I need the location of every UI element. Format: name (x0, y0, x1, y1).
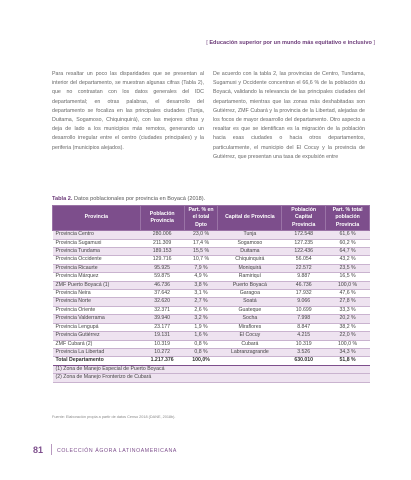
capital-name: Chiquinquirá (218, 256, 282, 264)
table-source: Fuente: Elaboración propia a partir de datos Censo 2018 (DANE, 2018b). (52, 415, 176, 419)
capital-name: Duitama (218, 248, 282, 256)
capital-name: Miraflores (218, 323, 282, 331)
column-header-provincia: Provincia (53, 206, 141, 231)
table-note: (2) Zona de Manejo Fronterizo de Cubará (53, 374, 370, 382)
capital-name: Socha (218, 315, 282, 323)
province-share: 2,7 % (184, 298, 218, 306)
province-share: 1,6 % (184, 332, 218, 340)
province-population: 10.272 (140, 348, 184, 356)
province-population: 39.940 (140, 315, 184, 323)
capital-share: 16,5 % (326, 273, 370, 281)
table-note-row (53, 365, 370, 373)
province-name: Provincia Márquez (53, 273, 141, 281)
capital-name: Labranzagrande (218, 348, 282, 356)
table-row (53, 256, 370, 264)
capital-share: 100,0 % (326, 340, 370, 348)
province-name: ZMF Cubará (2) (53, 340, 141, 348)
table-caption-label: Tabla 2. (52, 196, 73, 202)
capital-population: 127.235 (282, 239, 326, 247)
province-share: 1,9 % (184, 323, 218, 331)
table-caption-text: Datos poblacionales por provincia en Boyacá (2018). (72, 196, 206, 202)
province-name: Provincia Centro (53, 231, 141, 239)
capital-population: 172.548 (282, 231, 326, 239)
table-row (53, 273, 370, 281)
total-poblacion-capital: 630.010 (282, 357, 326, 365)
table-note-row (53, 374, 370, 382)
column-header-poblacion-capital: Población Capital Provincia (282, 206, 326, 231)
table-note: (1) Zona de Manejo Especial de Puerto Boyacá (53, 365, 370, 373)
table-row (53, 264, 370, 272)
table-row (53, 306, 370, 314)
table-row (53, 348, 370, 356)
capital-name: El Cocuy (218, 332, 282, 340)
capital-share: 100,0 % (326, 281, 370, 289)
table-row (53, 290, 370, 298)
province-share: 3,1 % (184, 290, 218, 298)
province-share: 17,4 % (184, 239, 218, 247)
province-name: ZMF Puerto Boyacá (1) (53, 281, 141, 289)
capital-population: 122.436 (282, 248, 326, 256)
page-number: 81 (33, 445, 44, 455)
capital-share: 22,0 % (326, 332, 370, 340)
province-population: 19.131 (140, 332, 184, 340)
capital-population: 3.526 (282, 348, 326, 356)
total-label: Total Departamento (53, 357, 141, 365)
footer-divider (51, 444, 52, 455)
province-share: 3,2 % (184, 315, 218, 323)
capital-name: Tunja (218, 231, 282, 239)
province-name: Provincia Norte (53, 298, 141, 306)
header-title: Educación superior por un mundo más equitativo e inclusivo (209, 40, 372, 46)
capital-population: 8.847 (282, 323, 326, 331)
province-name: Provincia Oriente (53, 306, 141, 314)
table-row (53, 281, 370, 289)
province-population: 280.006 (140, 231, 184, 239)
province-population: 211.309 (140, 239, 184, 247)
capital-name: Ramiriquí (218, 273, 282, 281)
capital-population: 17.932 (282, 290, 326, 298)
province-population: 32.371 (140, 306, 184, 314)
capital-population: 46.736 (282, 281, 326, 289)
column-header-poblacion: Población Provincia (140, 206, 184, 231)
capital-name: Moniquirá (218, 264, 282, 272)
capital-population: 10.319 (282, 340, 326, 348)
table-row (53, 298, 370, 306)
column-header-capital: Capital de Provincia (218, 206, 282, 231)
province-share: 3,8 % (184, 281, 218, 289)
capital-share: 43,2 % (326, 256, 370, 264)
total-capital (218, 357, 282, 365)
population-table (52, 205, 370, 383)
table-caption (52, 196, 205, 202)
province-name: Provincia Ricaurte (53, 264, 141, 272)
capital-population: 9.066 (282, 298, 326, 306)
capital-name: Guateque (218, 306, 282, 314)
province-name: Provincia Sugamuxi (53, 239, 141, 247)
province-name: Provincia Valderrama (53, 315, 141, 323)
province-population: 129.716 (140, 256, 184, 264)
province-population: 189.153 (140, 248, 184, 256)
province-population: 10.319 (140, 340, 184, 348)
province-population: 37.642 (140, 290, 184, 298)
table-row (53, 248, 370, 256)
column-header-part-dpto: Part. % en el total Dpto (184, 206, 218, 231)
province-share: 4,9 % (184, 273, 218, 281)
province-name: Provincia Occidente (53, 256, 141, 264)
capital-share: 47,6 % (326, 290, 370, 298)
capital-name: Cubará (218, 340, 282, 348)
table-row (53, 340, 370, 348)
table-row (53, 323, 370, 331)
province-name: Provincia La Libertad (53, 348, 141, 356)
column-header-part-poblacion: Part. % total población Provincia (326, 206, 370, 231)
capital-share: 34,3 % (326, 348, 370, 356)
province-share: 15,5 % (184, 248, 218, 256)
province-population: 32.620 (140, 298, 184, 306)
province-share: 7,9 % (184, 264, 218, 272)
capital-population: 10.699 (282, 306, 326, 314)
province-name: Provincia Lengupá (53, 323, 141, 331)
capital-share: 60,2 % (326, 239, 370, 247)
province-name: Provincia Gutiérrez (53, 332, 141, 340)
running-header (206, 40, 375, 46)
total-part-dpto: 100,0% (184, 357, 218, 365)
capital-name: Sogamoso (218, 239, 282, 247)
collection-name: COLECCIÓN ÁGORA LATINOAMERICANA (57, 448, 177, 454)
capital-name: Soatá (218, 298, 282, 306)
header-close-bracket: ] (373, 40, 375, 46)
province-population: 23.177 (140, 323, 184, 331)
capital-population: 4.215 (282, 332, 326, 340)
table-row (53, 239, 370, 247)
capital-share: 33,3 % (326, 306, 370, 314)
table-row (53, 231, 370, 239)
table-body (53, 231, 370, 382)
province-share: 0,8 % (184, 340, 218, 348)
capital-share: 38,2 % (326, 323, 370, 331)
province-population: 95.925 (140, 264, 184, 272)
table-header (53, 206, 370, 231)
capital-share: 20,2 % (326, 315, 370, 323)
table-total-row (53, 357, 370, 365)
body-text-right-column: De acuerdo con la tabla 2, las provincias de Centro, Tundama, Sugamuxi y Occidente concentran el 66,6 % de la población du Boyacá, validando la relevancia de las principales ciudades del departamento, mientras que las zonas más deshabitadas son Gutiérrez, ZMF Cubará y la provincia de la Libertad, alejadas de los focos de mayor desarrollo del departamento. Otro aspecto a resaltar es que se identifican es la migración de la población hacia esas ciudades o hacia otros departamentos, particularmente, el municipio del El Cocuy y la provincia de Gutiérrez, que presentan una tasa de expulsión entre (213, 71, 365, 160)
body-text-left-column: Para resaltar un poco las disparidades que se presentan al interior del departamento, se muestran algunas cifras (Tabla 2), que no contrastan con los datos generales del IDC departamental; en otras palabras, el desarrollo del departamento se focaliza en las principales ciudades (Tunja, Duitama, Sogamoso, Chiquinquirá), con las mejores cifras y deja de lado a los municipios más remotos, generando un desarrollo irregular entre el centro (ciudades principales) y la periferia (municipios alejados). (52, 71, 204, 151)
province-share: 0,8 % (184, 348, 218, 356)
capital-share: 64,7 % (326, 248, 370, 256)
total-part-poblacion: 51,8 % (326, 357, 370, 365)
province-share: 2,6 % (184, 306, 218, 314)
capital-share: 27,8 % (326, 298, 370, 306)
capital-name: Puerto Boyacá (218, 281, 282, 289)
capital-name: Garagoa (218, 290, 282, 298)
total-poblacion: 1.217.376 (140, 357, 184, 365)
province-population: 46.736 (140, 281, 184, 289)
capital-population: 9.887 (282, 273, 326, 281)
capital-share: 23,5 % (326, 264, 370, 272)
province-name: Provincia Tundama (53, 248, 141, 256)
province-population: 59.875 (140, 273, 184, 281)
table-row (53, 332, 370, 340)
province-share: 10,7 % (184, 256, 218, 264)
province-name: Provincia Neira (53, 290, 141, 298)
table-row (53, 315, 370, 323)
header-open-bracket: [ (206, 40, 208, 46)
capital-share: 61,6 % (326, 231, 370, 239)
capital-population: 7.998 (282, 315, 326, 323)
capital-population: 22.572 (282, 264, 326, 272)
capital-population: 56.054 (282, 256, 326, 264)
province-share: 23,0 % (184, 231, 218, 239)
